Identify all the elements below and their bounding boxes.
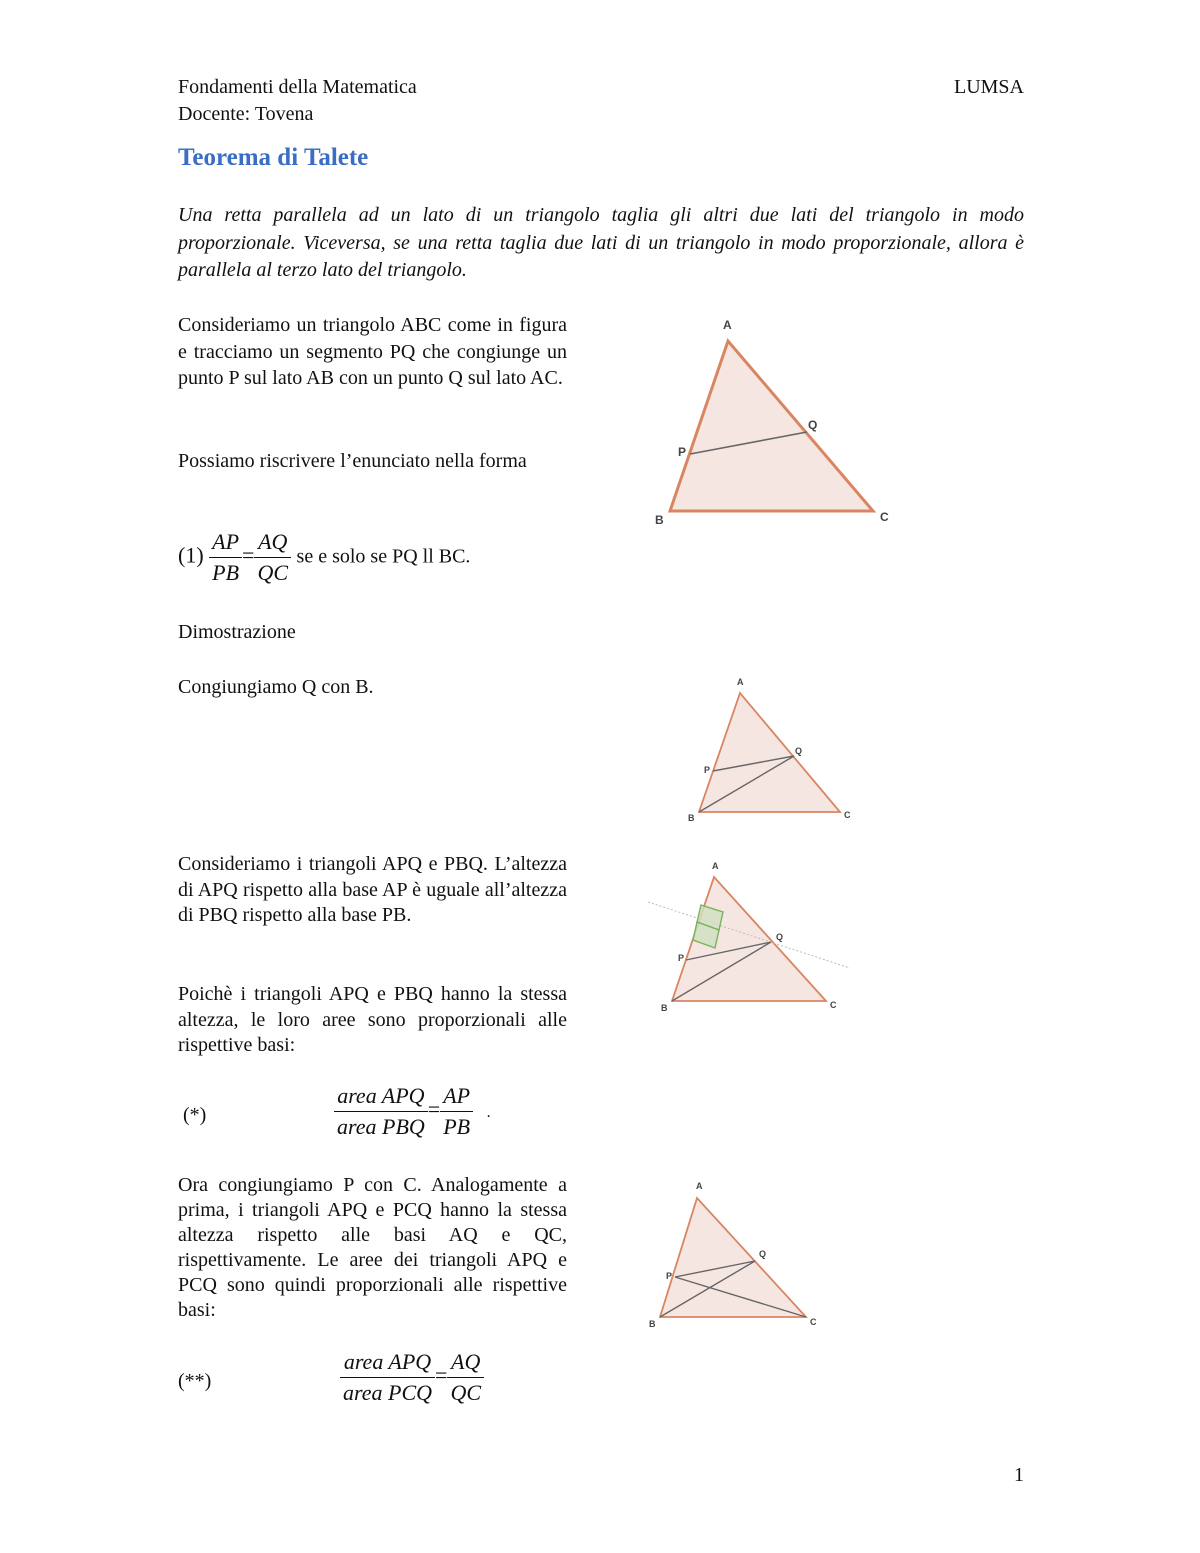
fraction-numerator: AQ: [447, 1348, 484, 1378]
course-name: Fondamenti della Matematica: [178, 76, 417, 98]
point-label-q: Q: [759, 1249, 767, 1259]
university-name: LUMSA: [953, 76, 1024, 98]
paragraph-join-pc: Ora congiungiamo P con C. Analogamente a prima, i triangoli APQ e PCQ hanno la stessa altezza rispetto alle basi AQ e QC, rispettivamente. Le aree dei triangoli APQ e PCQ sono quindi proporzionali alle rispettive basi:: [178, 1174, 567, 1321]
equals-sign: =: [435, 1362, 448, 1388]
vertex-label-c: C: [830, 1000, 837, 1010]
fraction-numerator: area APQ: [340, 1348, 435, 1378]
fraction-aq-qc: [447, 1348, 484, 1407]
fraction-denominator: QC: [450, 1380, 481, 1405]
equation-1-condition: se e solo se PQ ll BC.: [296, 545, 471, 568]
equation-double-star: [340, 1348, 484, 1407]
instructor-name: Docente: Tovena: [178, 103, 314, 125]
fraction-denominator: PB: [443, 1114, 471, 1139]
vertex-label-c: C: [810, 1317, 817, 1327]
fraction-area-apq-pcq: [340, 1348, 435, 1407]
triangle-abc: [660, 1198, 806, 1317]
figure-common-height: [640, 850, 855, 1020]
page-title: Teorema di Talete: [178, 144, 369, 171]
point-label-q: Q: [808, 418, 818, 432]
theorem-statement: Una retta parallela ad un lato di un triangolo taglia gli altri due lati del triangolo in modo proporzionale. Viceversa, se una retta taglia due lati di un triangolo in modo proporzionale, allora è parallela al terzo lato del triangolo.: [178, 204, 1024, 281]
paragraph-join-qb: Congiungiamo Q con B.: [178, 676, 374, 698]
vertex-label-a: A: [737, 677, 744, 687]
fraction-ap-pb: [440, 1082, 473, 1141]
fraction-numerator: area APQ: [334, 1082, 428, 1112]
point-label-p: P: [666, 1271, 673, 1281]
vertex-label-b: B: [661, 1003, 668, 1013]
fraction-denominator: area PBQ: [337, 1114, 425, 1139]
vertex-label-c: C: [844, 810, 851, 820]
equation-star: [334, 1082, 491, 1141]
equation-1: [178, 528, 470, 587]
vertex-label-b: B: [655, 513, 664, 527]
equation-star-label: (*): [183, 1104, 207, 1126]
triangle-abc: [699, 693, 840, 812]
paragraph-triangle-setup: Consideriamo un triangolo ABC come in figura e tracciamo un segmento PQ che congiunge un punto P sul lato AB con un punto Q sul lato AC.: [178, 314, 567, 389]
vertex-label-b: B: [688, 813, 695, 823]
vertex-label-c: C: [880, 510, 889, 524]
fraction-area-apq-pbq: [334, 1082, 428, 1141]
fraction-denominator: PB: [212, 560, 240, 585]
point-label-q: Q: [776, 932, 784, 942]
vertex-label-b: B: [649, 1319, 656, 1329]
fraction-denominator: area PCQ: [343, 1380, 433, 1405]
equation-double-star-label: (**): [178, 1370, 212, 1392]
fraction-ap-pb: [209, 528, 242, 587]
paragraph-heights: Consideriamo i triangoli APQ e PBQ. L’altezza di APQ rispetto alla base AP è uguale all’altezza di PBQ rispetto alla base PB.: [178, 853, 567, 926]
equation-star-period: .: [486, 1103, 491, 1121]
equals-sign: =: [427, 1096, 441, 1122]
paragraph-areas: Poichè i triangoli APQ e PBQ hanno la stessa altezza, le loro aree sono proporzionali alle rispettive basi:: [178, 983, 567, 1056]
page-number: 1: [1014, 1464, 1024, 1486]
vertex-label-a: A: [712, 861, 719, 871]
figure-join-pc: [640, 1170, 830, 1335]
proof-heading: Dimostrazione: [178, 621, 296, 643]
fraction-numerator: AP: [440, 1082, 473, 1112]
equals-sign: =: [242, 542, 255, 568]
vertex-label-a: A: [696, 1181, 703, 1191]
figure-join-qb: [680, 670, 860, 830]
fraction-numerator: AP: [209, 528, 242, 558]
paragraph-rewrite: Possiamo riscrivere l’enunciato nella forma: [178, 450, 527, 472]
point-label-p: P: [678, 445, 687, 459]
fraction-aq-qc: [254, 528, 291, 587]
fraction-numerator: AQ: [254, 528, 291, 558]
fraction-denominator: QC: [257, 560, 289, 585]
figure-triangle-abc-pq: [640, 310, 920, 535]
equation-1-label: (1): [178, 542, 204, 568]
point-label-p: P: [678, 953, 685, 963]
vertex-label-a: A: [723, 318, 732, 332]
point-label-p: P: [704, 765, 711, 775]
point-label-q: Q: [795, 746, 803, 756]
triangle-abc: [670, 341, 873, 511]
